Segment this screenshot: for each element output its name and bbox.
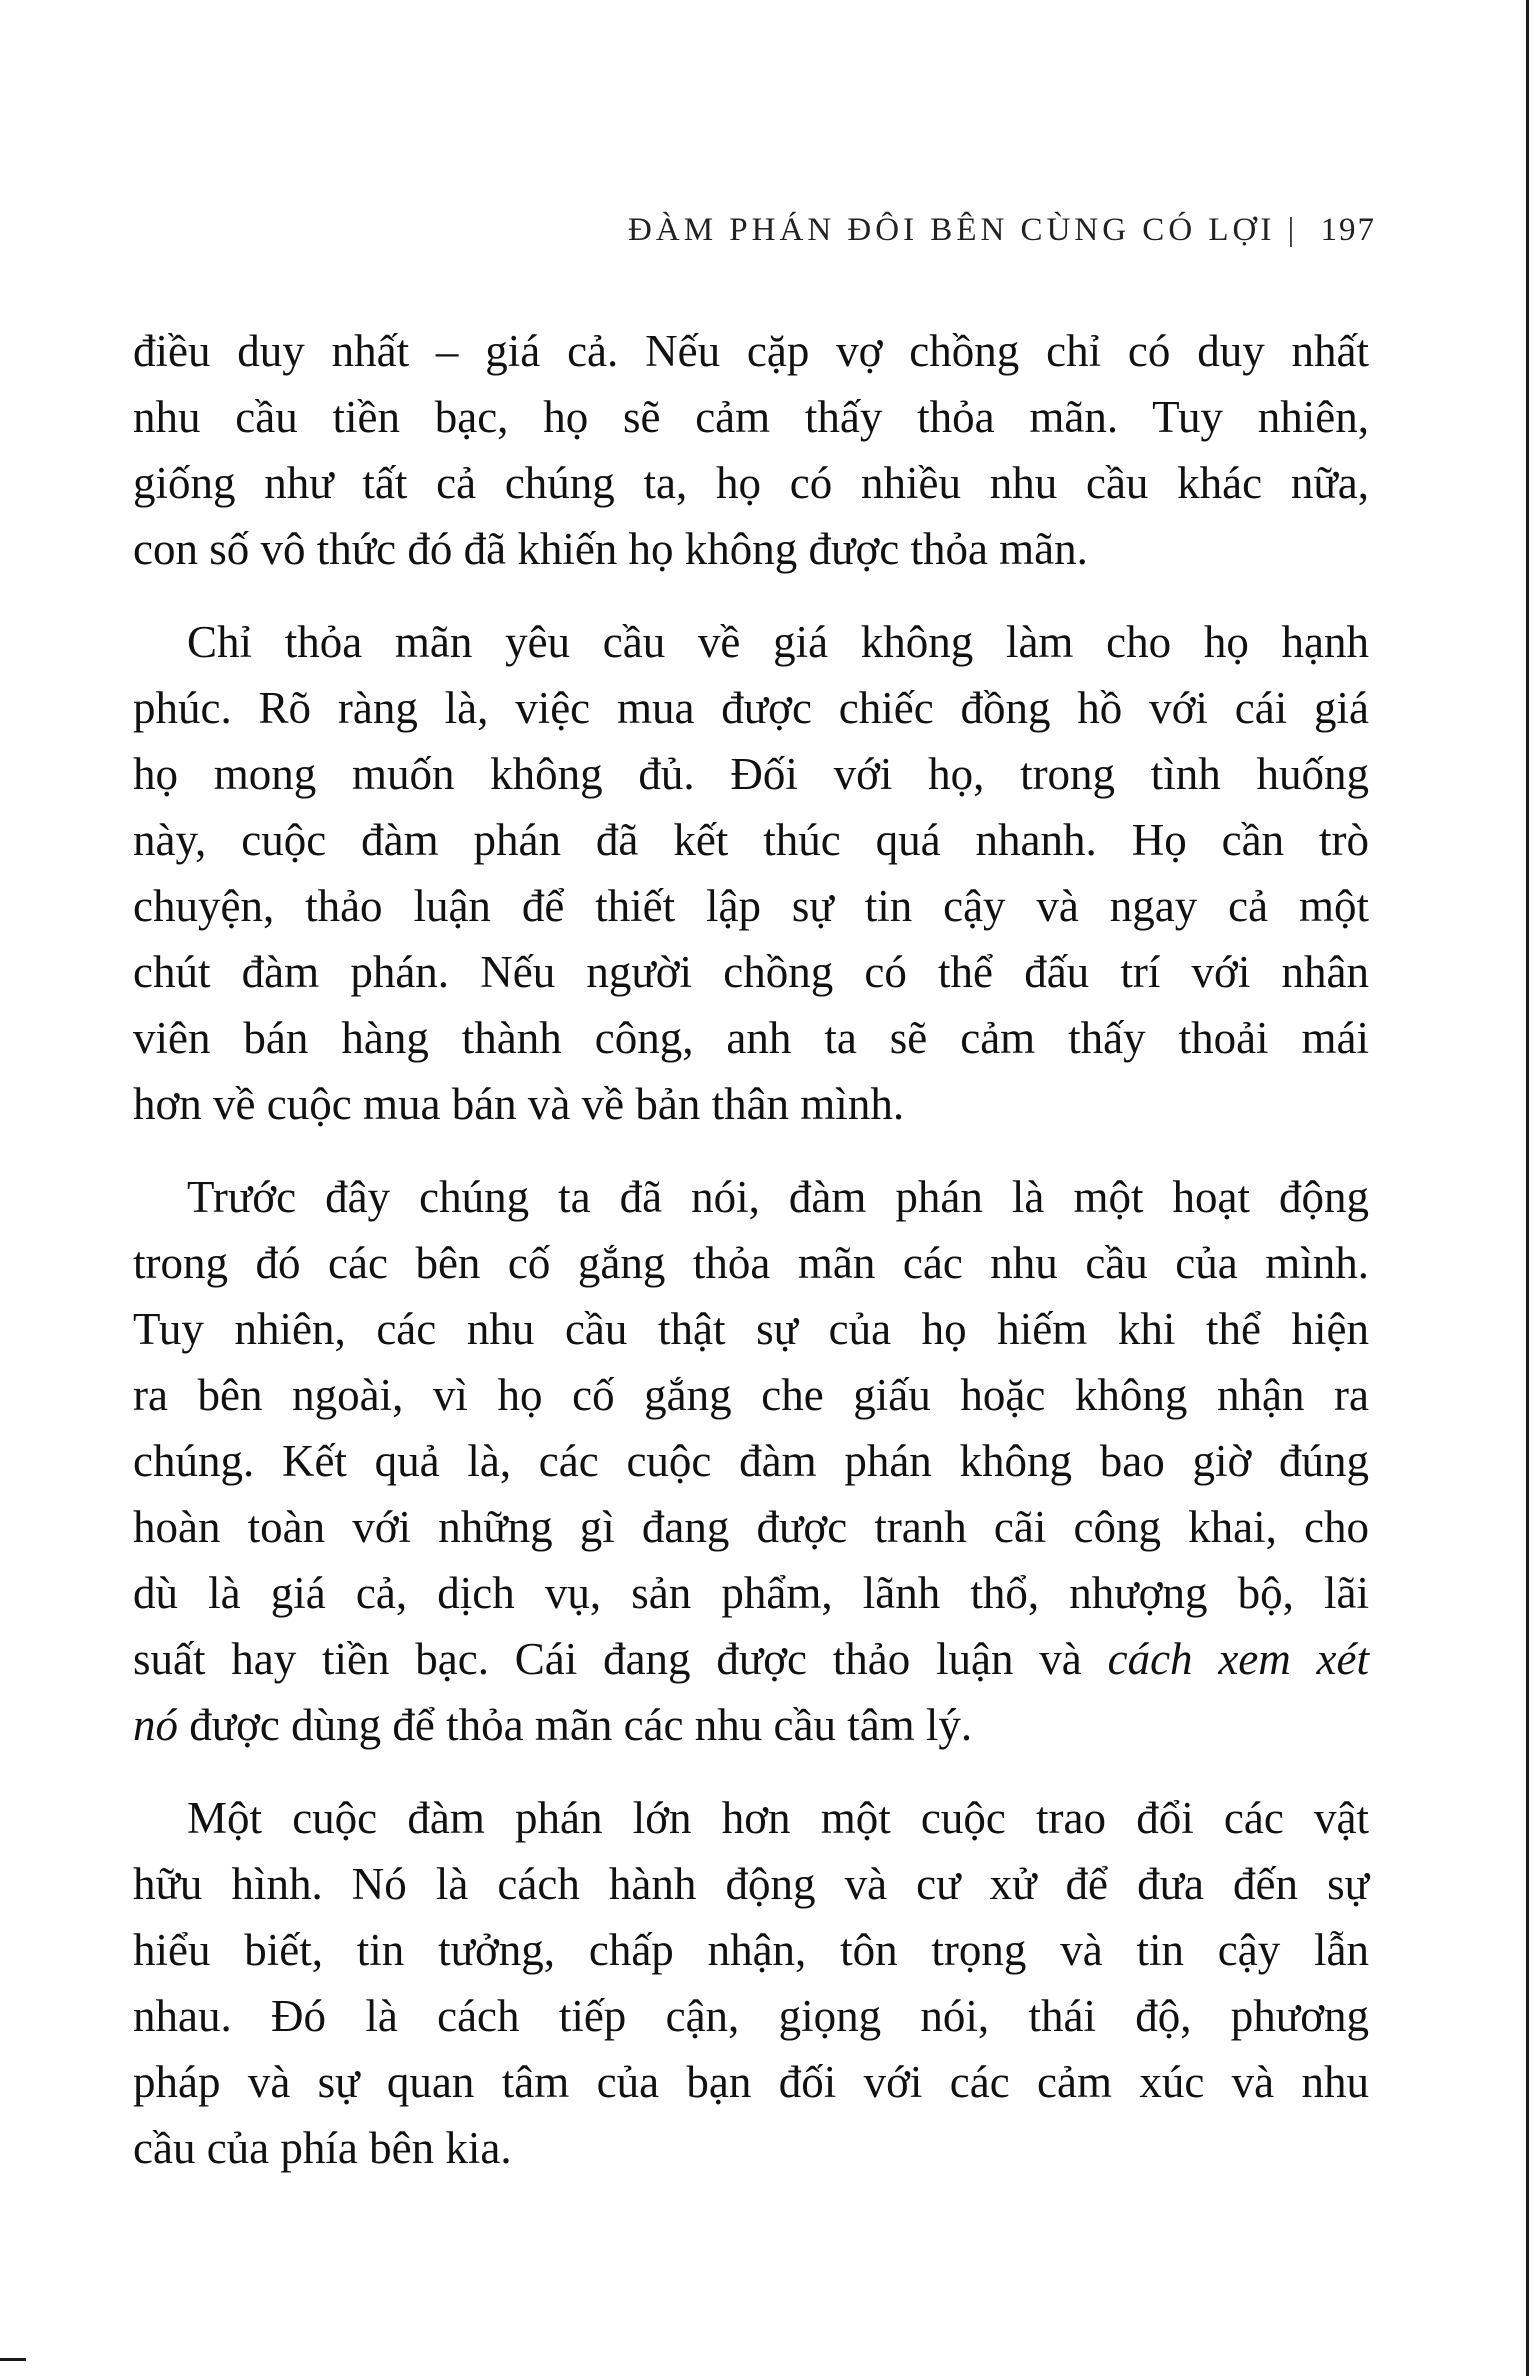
text-line: viên bán hàng thành công, anh ta sẽ cảm thấy thoải mái [133,1013,1369,1063]
text-line: Một cuộc đàm phán lớn hơn một cuộc trao đổi các vật [187,1793,1369,1843]
text-line: chúng. Kết quả là, các cuộc đàm phán không bao giờ đúng [133,1436,1369,1486]
text-line: Trước đây chúng ta đã nói, đàm phán là một hoạt động [187,1172,1369,1222]
text-line: nhau. Đó là cách tiếp cận, giọng nói, thái độ, phương [133,1991,1369,2041]
text-line: dù là giá cả, dịch vụ, sản phẩm, lãnh thổ, nhượng bộ, lãi [133,1568,1369,1618]
text-line: pháp và sự quan tâm của bạn đối với các cảm xúc và nhu [133,2057,1369,2107]
text-line: phúc. Rõ ràng là, việc mua được chiếc đồng hồ với cái giá [133,683,1369,733]
text-line-with-italic [133,1626,1369,1692]
text-line: họ mong muốn không đủ. Đối với họ, trong tình huống [133,749,1369,799]
text-line-with-italic [133,1692,1369,1758]
text-line: điều duy nhất – giá cả. Nếu cặp vợ chồng chỉ có duy nhất [133,326,1369,376]
text-line: con số vô thức đó đã khiến họ không được thỏa mãn. [133,524,1088,574]
text-line: hoàn toàn với những gì đang được tranh cãi công khai, cho [133,1502,1369,1552]
paragraph-3 [133,1164,1369,1758]
text-line: hữu hình. Nó là cách hành động và cư xử để đưa đến sự [133,1859,1369,1909]
text-line: này, cuộc đàm phán đã kết thúc quá nhanh. Họ cần trò [133,815,1369,865]
paragraph-1 [133,318,1369,582]
text-line: nhu cầu tiền bạc, họ sẽ cảm thấy thỏa mãn. Tuy nhiên, [133,392,1369,442]
text-line: chuyện, thảo luận để thiết lập sự tin cậy và ngay cả một [133,881,1369,931]
body-text [133,318,1369,2208]
scan-corner-mark [0,2358,26,2361]
text-line: cầu của phía bên kia. [133,2123,512,2173]
scan-edge-line [1526,0,1529,2376]
running-header-separator: | [1287,212,1299,248]
text-line: Chỉ thỏa mãn yêu cầu về giá không làm cho họ hạnh [187,617,1369,667]
text-segment: được dùng để thỏa mãn các nhu cầu tâm lý. [189,1700,973,1750]
text-line: chút đàm phán. Nếu người chồng có thể đấu trí với nhân [133,947,1369,997]
paragraph-4 [133,1785,1369,2181]
text-segment: suất hay tiền bạc. Cái đang được thảo luận và [133,1634,1082,1684]
running-header-title: ĐÀM PHÁN ĐÔI BÊN CÙNG CÓ LỢI [628,212,1276,248]
italic-phrase: nó [133,1700,178,1750]
paragraph-2 [133,609,1369,1137]
italic-phrase: cách xem xét [1107,1634,1370,1684]
text-line: trong đó các bên cố gắng thỏa mãn các nhu cầu của mình. [133,1238,1369,1288]
text-line: hơn về cuộc mua bán và về bản thân mình. [133,1079,905,1129]
page-number: 197 [1320,212,1376,248]
text-line: ra bên ngoài, vì họ cố gắng che giấu hoặc không nhận ra [133,1370,1369,1420]
text-line: hiểu biết, tin tưởng, chấp nhận, tôn trọng và tin cậy lẫn [133,1925,1369,1975]
running-header [540,212,1376,249]
text-line: giống như tất cả chúng ta, họ có nhiều nhu cầu khác nữa, [133,458,1369,508]
text-line: Tuy nhiên, các nhu cầu thật sự của họ hiếm khi thể hiện [133,1304,1369,1354]
